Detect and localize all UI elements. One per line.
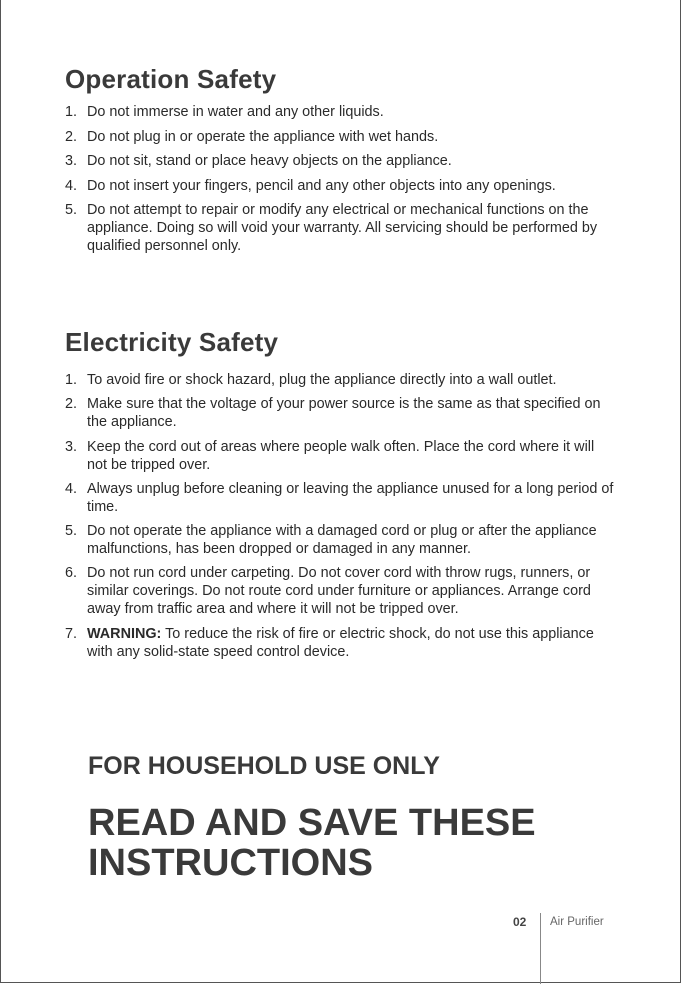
item-number: 4. xyxy=(65,177,78,194)
operation-safety-heading: Operation Safety xyxy=(65,64,277,94)
read-and-save-notice: READ AND SAVE THESE INSTRUCTIONS xyxy=(88,802,536,884)
list-item xyxy=(65,438,615,474)
item-number: 1. xyxy=(65,372,78,388)
item-number: 5. xyxy=(65,523,78,540)
list-item xyxy=(65,152,615,170)
item-text: Do not immerse in water and any other liquids. xyxy=(87,104,384,120)
list-item xyxy=(65,522,615,558)
page-number: 02 xyxy=(513,915,527,929)
list-item xyxy=(65,103,615,121)
list-item xyxy=(65,128,615,146)
list-item xyxy=(65,480,615,516)
item-text: Do not operate the appliance with a damaged cord or plug or after the appliance malfunctions, has been dropped or damaged in any manner. xyxy=(87,523,597,558)
item-number: 7. xyxy=(65,625,78,642)
item-number: 1. xyxy=(65,104,78,120)
warning-label: WARNING: xyxy=(87,625,162,642)
item-text: Do not attempt to repair or modify any electrical or mechanical functions on the appliance. Doing so will void your warranty. All servicing should be performed by qualified personnel only. xyxy=(87,202,598,255)
operation-safety-list xyxy=(65,103,615,262)
item-text: Do not sit, stand or place heavy objects on the appliance. xyxy=(87,153,452,170)
item-text: Do not plug in or operate the appliance with wet hands. xyxy=(87,128,439,145)
list-item xyxy=(65,395,615,431)
list-item xyxy=(65,625,615,661)
item-number: 3. xyxy=(65,438,78,455)
item-text: Make sure that the voltage of your power source is the same as that specified on the appliance. xyxy=(87,396,601,431)
item-number: 5. xyxy=(65,202,78,219)
electricity-safety-list xyxy=(65,371,615,667)
item-text: To avoid fire or shock hazard, plug the appliance directly into a wall outlet. xyxy=(87,372,557,388)
list-item xyxy=(65,177,615,195)
item-text: To reduce the risk of fire or electric shock, do not use this appliance with any solid-state speed control device. xyxy=(87,625,594,660)
footer-divider xyxy=(540,913,541,984)
electricity-safety-heading: Electricity Safety xyxy=(65,327,279,357)
item-number: 6. xyxy=(65,565,78,582)
list-item xyxy=(65,564,615,618)
item-number: 4. xyxy=(65,480,78,497)
item-text: Do not insert your fingers, pencil and any other objects into any openings. xyxy=(87,177,556,194)
item-text: Keep the cord out of areas where people walk often. Place the cord where it will not be tripped over. xyxy=(87,438,595,473)
list-item xyxy=(65,371,615,389)
item-number: 3. xyxy=(65,153,78,170)
item-number: 2. xyxy=(65,396,78,413)
product-name: Air Purifier xyxy=(550,916,604,928)
list-item xyxy=(65,201,615,255)
item-text: Always unplug before cleaning or leaving the appliance unused for a long period of time. xyxy=(87,480,614,515)
household-use-notice: FOR HOUSEHOLD USE ONLY xyxy=(88,752,440,780)
item-number: 2. xyxy=(65,128,78,145)
item-text: Do not run cord under carpeting. Do not cover cord with throw rugs, runners, or similar coverings. Do not route cord under furniture or appliances. Arrange cord away from traffic area and where it will not be tripped over. xyxy=(87,565,591,618)
